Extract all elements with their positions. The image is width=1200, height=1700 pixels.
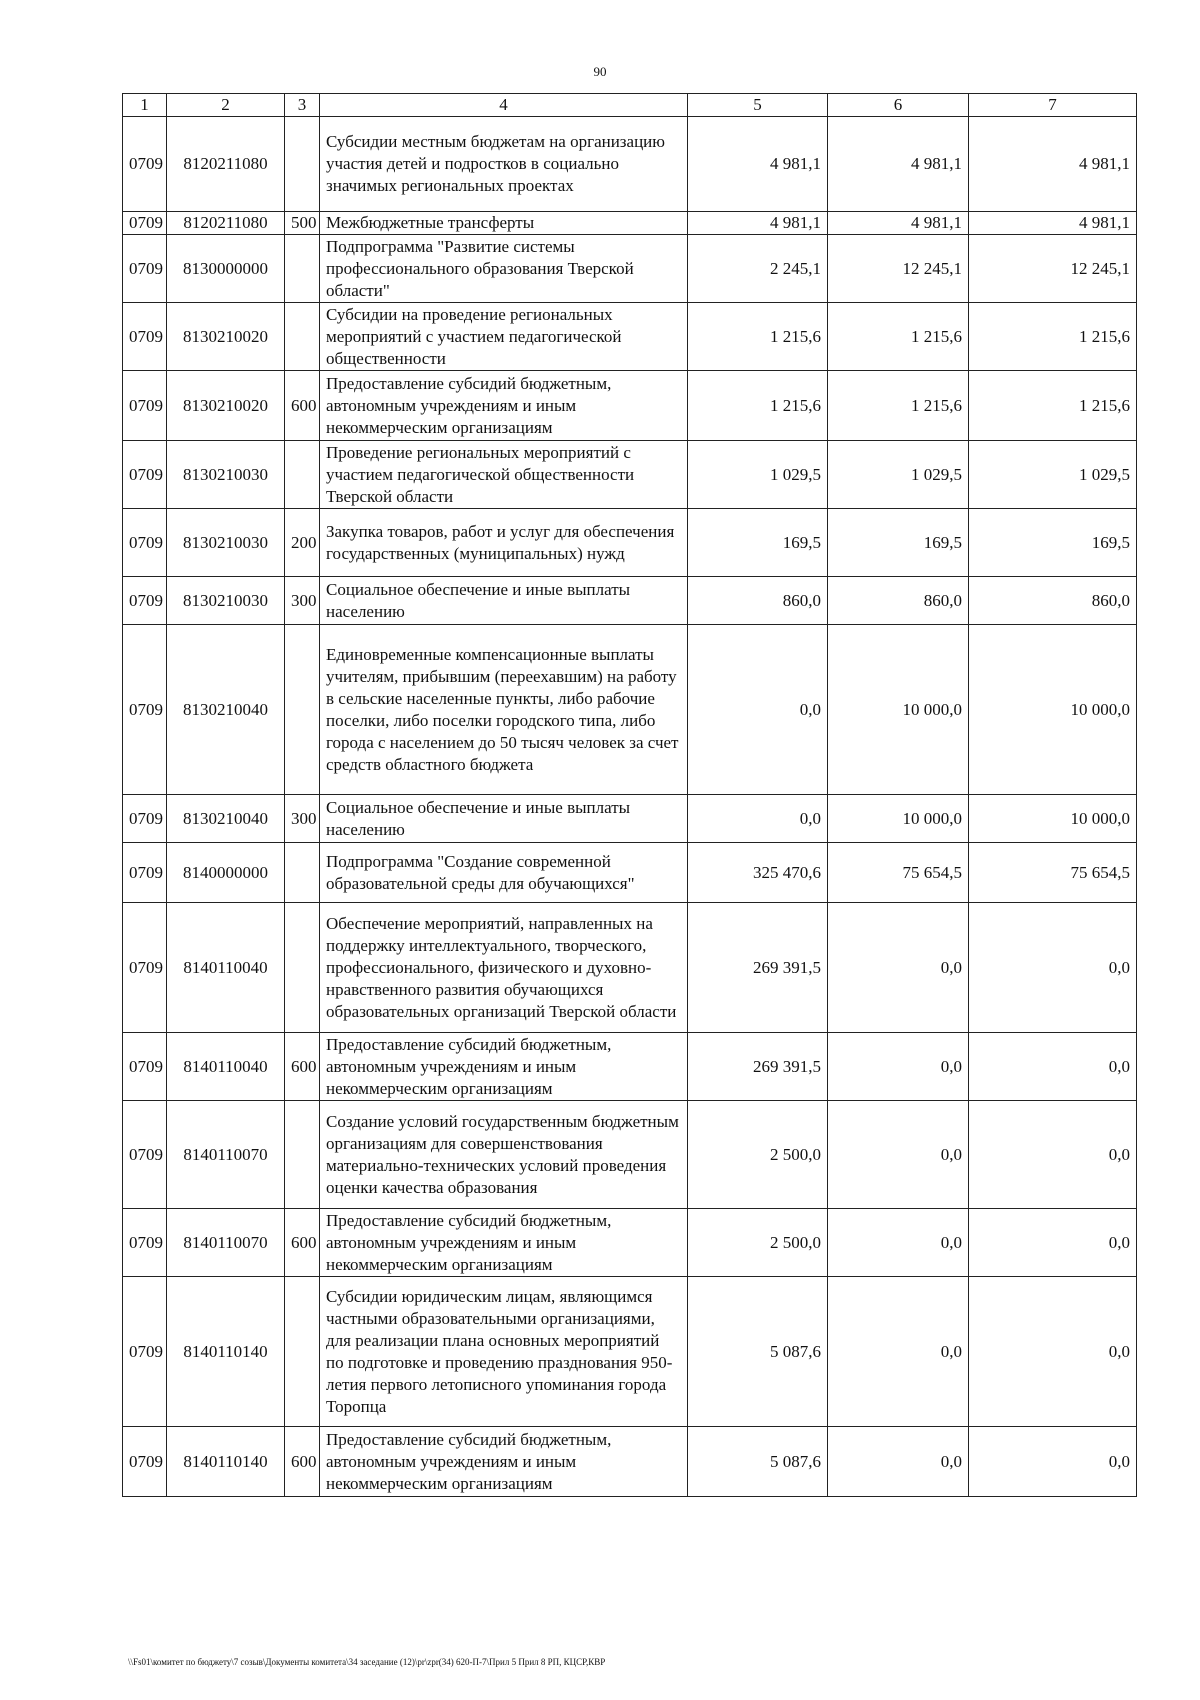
column-header: 2 <box>167 94 285 117</box>
value-col6-cell: 0,0 <box>828 1277 969 1427</box>
item-name-cell: Субсидии на проведение региональных мероприятий с участием педагогической общественности <box>320 303 688 371</box>
table-row <box>123 1101 1137 1209</box>
column-header: 4 <box>320 94 688 117</box>
table-row <box>123 212 1137 235</box>
expense-type-cell: 600 <box>285 371 320 441</box>
target-code-cell: 8140110040 <box>167 1033 285 1101</box>
value-col6-cell: 75 654,5 <box>828 843 969 903</box>
value-col7-cell: 10 000,0 <box>969 795 1137 843</box>
expense-type-cell <box>285 1101 320 1209</box>
table-row <box>123 441 1137 509</box>
table-row <box>123 843 1137 903</box>
item-name-cell: Предоставление субсидий бюджетным, автономным учреждениям и иным некоммерческим организациям <box>320 1209 688 1277</box>
value-col7-cell: 0,0 <box>969 903 1137 1033</box>
column-header: 1 <box>123 94 167 117</box>
value-col7-cell: 0,0 <box>969 1427 1137 1497</box>
item-name-cell: Субсидии юридическим лицам, являющимся частными образовательными организациями, для реализации плана основных мероприятий по подготовке и проведению празднования 950-летия первого летописного упоминания города Торопца <box>320 1277 688 1427</box>
expense-type-cell <box>285 625 320 795</box>
item-name-cell: Предоставление субсидий бюджетным, автономным учреждениям и иным некоммерческим организациям <box>320 371 688 441</box>
column-header: 3 <box>285 94 320 117</box>
item-name-cell: Социальное обеспечение и иные выплаты населению <box>320 577 688 625</box>
value-col7-cell: 4 981,1 <box>969 117 1137 212</box>
table-row <box>123 303 1137 371</box>
value-col6-cell: 169,5 <box>828 509 969 577</box>
page-number: 90 <box>593 64 607 79</box>
value-col5-cell: 1 029,5 <box>688 441 828 509</box>
section-code-cell: 0709 <box>123 117 167 212</box>
item-name-cell: Подпрограмма "Создание современной образовательной среды для обучающихся" <box>320 843 688 903</box>
value-col6-cell: 10 000,0 <box>828 625 969 795</box>
target-code-cell: 8140110070 <box>167 1101 285 1209</box>
item-name-cell: Предоставление субсидий бюджетным, автономным учреждениям и иным некоммерческим организациям <box>320 1427 688 1497</box>
target-code-cell: 8130210030 <box>167 577 285 625</box>
table-row <box>123 795 1137 843</box>
table-row <box>123 235 1137 303</box>
value-col6-cell: 0,0 <box>828 1209 969 1277</box>
table-header-row <box>123 94 1137 117</box>
item-name-cell: Социальное обеспечение и иные выплаты населению <box>320 795 688 843</box>
table-row <box>123 117 1137 212</box>
item-name-cell: Межбюджетные трансферты <box>320 212 688 235</box>
value-col6-cell: 0,0 <box>828 1033 969 1101</box>
expense-type-cell: 600 <box>285 1427 320 1497</box>
column-header: 5 <box>688 94 828 117</box>
value-col5-cell: 4 981,1 <box>688 212 828 235</box>
value-col6-cell: 1 215,6 <box>828 303 969 371</box>
section-code-cell: 0709 <box>123 441 167 509</box>
section-code-cell: 0709 <box>123 1277 167 1427</box>
section-code-cell: 0709 <box>123 625 167 795</box>
value-col7-cell: 1 215,6 <box>969 303 1137 371</box>
value-col5-cell: 5 087,6 <box>688 1427 828 1497</box>
item-name-cell: Единовременные компенсационные выплаты учителям, прибывшим (переехавшим) на работу в сельские населенные пункты, либо рабочие поселки, либо поселки городского типа, либо города с населением до 50 тысяч человек за счет средств областного бюджета <box>320 625 688 795</box>
table-row <box>123 903 1137 1033</box>
target-code-cell: 8130210030 <box>167 509 285 577</box>
value-col7-cell: 12 245,1 <box>969 235 1137 303</box>
target-code-cell: 8130210030 <box>167 441 285 509</box>
expense-type-cell <box>285 117 320 212</box>
target-code-cell: 8140110140 <box>167 1277 285 1427</box>
value-col5-cell: 5 087,6 <box>688 1277 828 1427</box>
value-col7-cell: 10 000,0 <box>969 625 1137 795</box>
value-col7-cell: 0,0 <box>969 1277 1137 1427</box>
target-code-cell: 8120211080 <box>167 212 285 235</box>
expense-type-cell: 600 <box>285 1033 320 1101</box>
section-code-cell: 0709 <box>123 509 167 577</box>
value-col7-cell: 860,0 <box>969 577 1137 625</box>
section-code-cell: 0709 <box>123 1033 167 1101</box>
budget-table <box>122 93 1137 1497</box>
footer-file-path: \\Fs01\комитет по бюджету\7 созыв\Документы комитета\34 заседание (12)\pr\zpr(34) 620-П-7\Прил 5 Прил 8 РП, КЦСР,КВР <box>128 1657 606 1667</box>
value-col7-cell: 0,0 <box>969 1033 1137 1101</box>
expense-type-cell <box>285 303 320 371</box>
target-code-cell: 8130000000 <box>167 235 285 303</box>
target-code-cell: 8120211080 <box>167 117 285 212</box>
expense-type-cell <box>285 1277 320 1427</box>
value-col5-cell: 325 470,6 <box>688 843 828 903</box>
value-col5-cell: 2 500,0 <box>688 1209 828 1277</box>
value-col5-cell: 169,5 <box>688 509 828 577</box>
section-code-cell: 0709 <box>123 212 167 235</box>
target-code-cell: 8130210040 <box>167 625 285 795</box>
value-col7-cell: 169,5 <box>969 509 1137 577</box>
value-col7-cell: 4 981,1 <box>969 212 1137 235</box>
item-name-cell: Проведение региональных мероприятий с участием педагогической общественности Тверской области <box>320 441 688 509</box>
target-code-cell: 8140110040 <box>167 903 285 1033</box>
column-header: 6 <box>828 94 969 117</box>
value-col6-cell: 0,0 <box>828 903 969 1033</box>
target-code-cell: 8140110140 <box>167 1427 285 1497</box>
item-name-cell: Обеспечение мероприятий, направленных на поддержку интеллектуального, творческого, профессионального, физического и духовно-нравственного развития обучающихся образовательных организаций Тверской области <box>320 903 688 1033</box>
table-row <box>123 1033 1137 1101</box>
value-col6-cell: 12 245,1 <box>828 235 969 303</box>
section-code-cell: 0709 <box>123 903 167 1033</box>
column-header: 7 <box>969 94 1137 117</box>
expense-type-cell <box>285 843 320 903</box>
value-col5-cell: 269 391,5 <box>688 1033 828 1101</box>
table-row <box>123 1209 1137 1277</box>
section-code-cell: 0709 <box>123 371 167 441</box>
item-name-cell: Закупка товаров, работ и услуг для обеспечения государственных (муниципальных) нужд <box>320 509 688 577</box>
value-col6-cell: 1 215,6 <box>828 371 969 441</box>
target-code-cell: 8130210040 <box>167 795 285 843</box>
value-col7-cell: 75 654,5 <box>969 843 1137 903</box>
value-col7-cell: 1 029,5 <box>969 441 1137 509</box>
item-name-cell: Подпрограмма "Развитие системы профессионального образования Тверской области" <box>320 235 688 303</box>
value-col5-cell: 0,0 <box>688 625 828 795</box>
section-code-cell: 0709 <box>123 843 167 903</box>
table-row <box>123 577 1137 625</box>
target-code-cell: 8130210020 <box>167 371 285 441</box>
table-row <box>123 1277 1137 1427</box>
table-row <box>123 625 1137 795</box>
expense-type-cell <box>285 235 320 303</box>
target-code-cell: 8130210020 <box>167 303 285 371</box>
table-row <box>123 1427 1137 1497</box>
value-col6-cell: 0,0 <box>828 1427 969 1497</box>
item-name-cell: Субсидии местным бюджетам на организацию участия детей и подростков в социально значимых региональных проектах <box>320 117 688 212</box>
value-col7-cell: 0,0 <box>969 1209 1137 1277</box>
expense-type-cell <box>285 441 320 509</box>
expense-type-cell: 600 <box>285 1209 320 1277</box>
value-col7-cell: 1 215,6 <box>969 371 1137 441</box>
target-code-cell: 8140000000 <box>167 843 285 903</box>
expense-type-cell <box>285 903 320 1033</box>
section-code-cell: 0709 <box>123 235 167 303</box>
item-name-cell: Предоставление субсидий бюджетным, автономным учреждениям и иным некоммерческим организациям <box>320 1033 688 1101</box>
target-code-cell: 8140110070 <box>167 1209 285 1277</box>
item-name-cell: Создание условий государственным бюджетным организациям для совершенствования материально-технических условий проведения оценки качества образования <box>320 1101 688 1209</box>
expense-type-cell: 500 <box>285 212 320 235</box>
value-col7-cell: 0,0 <box>969 1101 1137 1209</box>
value-col6-cell: 10 000,0 <box>828 795 969 843</box>
section-code-cell: 0709 <box>123 303 167 371</box>
value-col5-cell: 0,0 <box>688 795 828 843</box>
value-col6-cell: 4 981,1 <box>828 117 969 212</box>
section-code-cell: 0709 <box>123 795 167 843</box>
value-col6-cell: 1 029,5 <box>828 441 969 509</box>
expense-type-cell: 200 <box>285 509 320 577</box>
value-col5-cell: 4 981,1 <box>688 117 828 212</box>
table-row <box>123 509 1137 577</box>
value-col5-cell: 860,0 <box>688 577 828 625</box>
section-code-cell: 0709 <box>123 1101 167 1209</box>
section-code-cell: 0709 <box>123 1427 167 1497</box>
value-col6-cell: 0,0 <box>828 1101 969 1209</box>
section-code-cell: 0709 <box>123 577 167 625</box>
table-row <box>123 371 1137 441</box>
section-code-cell: 0709 <box>123 1209 167 1277</box>
value-col6-cell: 4 981,1 <box>828 212 969 235</box>
value-col5-cell: 1 215,6 <box>688 371 828 441</box>
value-col5-cell: 2 500,0 <box>688 1101 828 1209</box>
expense-type-cell: 300 <box>285 577 320 625</box>
expense-type-cell: 300 <box>285 795 320 843</box>
value-col5-cell: 1 215,6 <box>688 303 828 371</box>
value-col6-cell: 860,0 <box>828 577 969 625</box>
value-col5-cell: 269 391,5 <box>688 903 828 1033</box>
value-col5-cell: 2 245,1 <box>688 235 828 303</box>
